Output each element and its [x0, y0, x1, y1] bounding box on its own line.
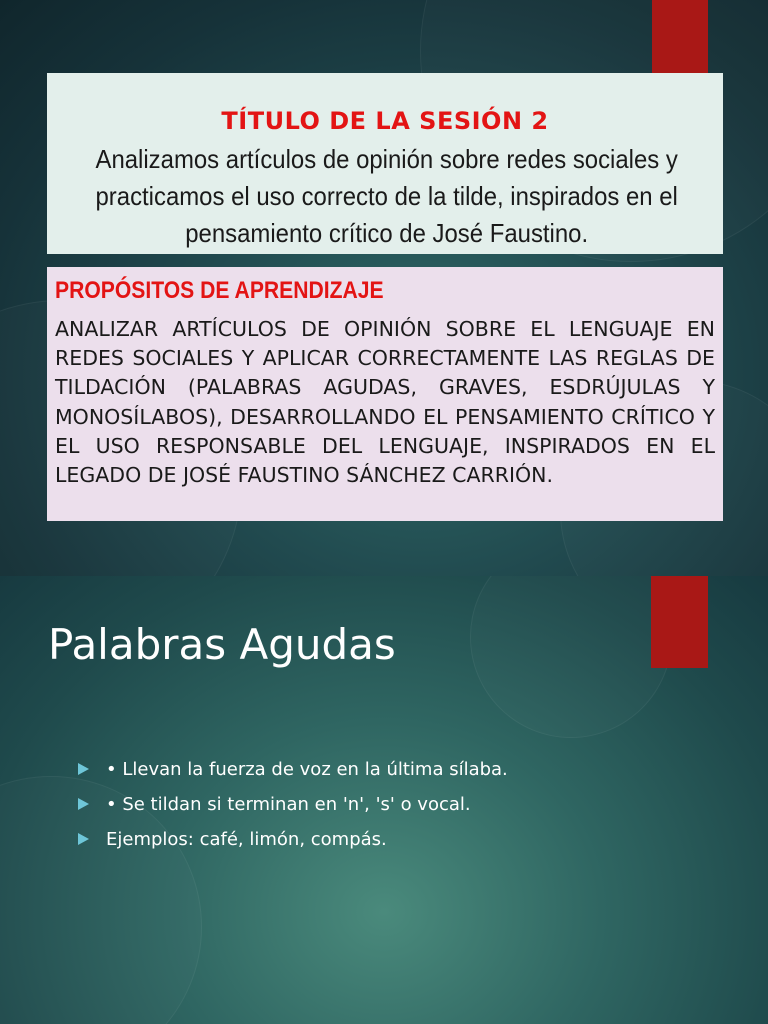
session-title: TÍTULO DE LA SESIÓN 2 — [221, 107, 549, 135]
session-description: Analizamos artículos de opinión sobre redes sociales y practicamos el uso correcto de la tilde, inspirados en el pensamiento crítico de José Faustino. — [95, 144, 678, 248]
bullet-text: • Llevan la fuerza de voz en la última sílaba. — [106, 759, 508, 780]
bullet-text: • Se tildan si terminan en 'n', 's' o vocal. — [106, 794, 471, 815]
bullet-text: Ejemplos: café, limón, compás. — [106, 829, 387, 850]
triangle-right-icon — [78, 763, 89, 775]
accent-bar — [651, 576, 708, 668]
session-title-box — [47, 73, 723, 254]
section-heading: Palabras Agudas — [48, 620, 396, 669]
decorative-circle — [470, 576, 672, 738]
accent-bar — [652, 0, 708, 73]
learning-purpose-box — [47, 267, 723, 521]
purpose-text: ANALIZAR ARTÍCULOS DE OPINIÓN SOBRE EL LENGUAJE EN REDES SOCIALES Y APLICAR CORRECTAMENTE LAS REGLAS DE TILDACIÓN (PALABRAS AGUDAS, GRAVES, ESDRÚJULAS Y MONOSÍLABOS), DESARROLLANDO EL PENSAMIENTO CRÍTICO Y EL USO RESPONSABLE DEL LENGUAJE, INSPIRADOS EN EL LEGADO DE JOSÉ FAUSTINO SÁNCHEZ CARRIÓN. — [55, 317, 715, 488]
slide-2 — [0, 576, 768, 1024]
triangle-right-icon — [78, 833, 89, 845]
purpose-title: PROPÓSITOS DE APRENDIZAJE — [55, 277, 384, 304]
triangle-right-icon — [78, 798, 89, 810]
